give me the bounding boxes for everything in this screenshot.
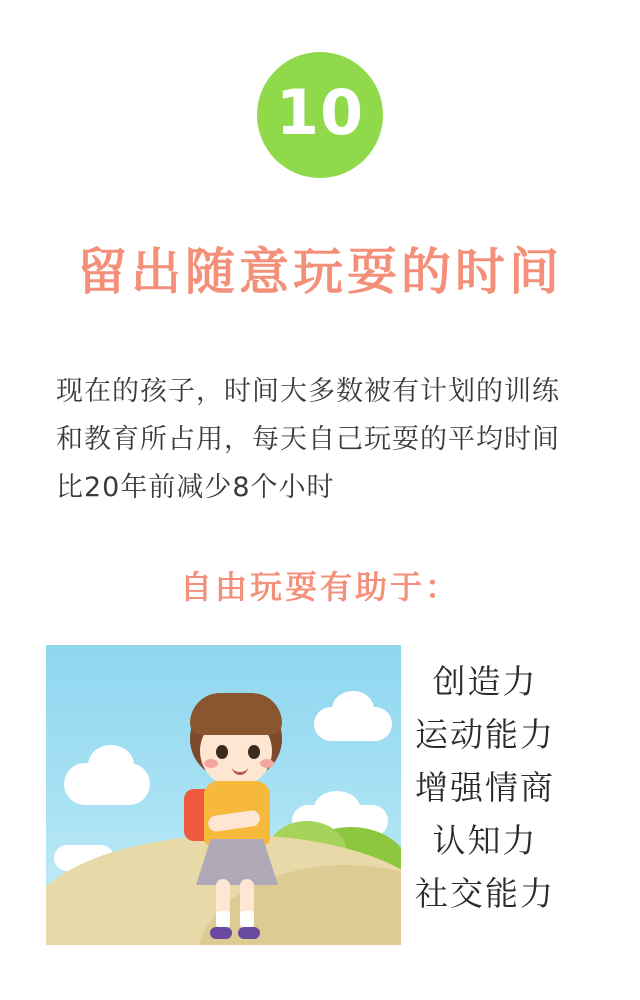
body-paragraph: 现在的孩子，时间大多数被有计划的训练和教育所占用，每天自己玩耍的平均时间比20年前减少8个小时 [56,376,560,503]
list-item: 运动能力 [415,715,555,754]
sock-shape [216,911,230,927]
list-item: 创造力 [432,662,538,701]
cloud-icon [332,691,374,727]
eye-shape [248,745,260,759]
girl-character [172,693,302,933]
shoe-shape [238,927,260,939]
eye-shape [216,745,228,759]
number-badge-container [0,52,640,178]
list-item: 增强情商 [415,768,555,807]
cloud-icon [314,791,360,825]
number-badge [257,52,383,178]
hair-front-shape [190,693,282,735]
list-item: 认知力 [432,821,538,860]
benefits-list [370,655,600,920]
badge-number-label: 10 [275,76,365,149]
section-subtitle: 自由玩耍有助于： [179,568,460,606]
list-item: 社交能力 [415,874,555,913]
sock-shape [240,911,254,927]
skirt-shape [196,839,278,885]
cloud-icon [88,745,134,785]
cheek-shape [204,759,218,768]
page-title: 留出随意玩耍的时间 [77,243,563,301]
shoe-shape [210,927,232,939]
illustration-image [46,645,401,945]
cheek-shape [260,759,274,768]
